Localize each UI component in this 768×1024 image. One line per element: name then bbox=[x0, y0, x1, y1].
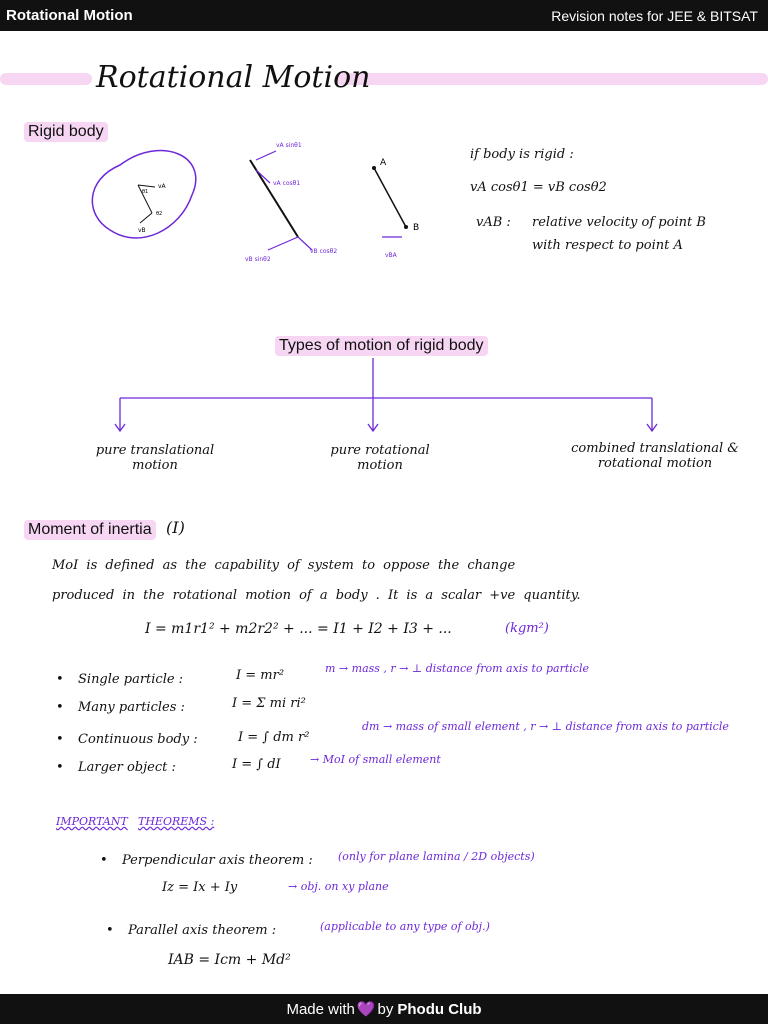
rigid-note-1: if body is rigid : bbox=[470, 147, 574, 162]
bullet-continuous-note: dm → mass of small element , r → ⊥ distance from axis to particle bbox=[362, 720, 729, 733]
blob-vector-c bbox=[140, 213, 152, 223]
type-3 bbox=[560, 441, 750, 471]
rigid-body-heading: Rigid body bbox=[24, 122, 108, 142]
title-band-right bbox=[336, 73, 768, 85]
ab-line bbox=[374, 168, 406, 227]
theorems-heading-b: THEOREMS : bbox=[138, 815, 215, 828]
footer-bar bbox=[0, 994, 768, 1024]
perp-theorem-label: • Perpendicular axis theorem : bbox=[122, 853, 313, 868]
header-bar bbox=[0, 0, 768, 31]
bullet-single-eq: I = mr² bbox=[236, 668, 285, 683]
moi-formula-unit: (kgm²) bbox=[505, 621, 549, 636]
type-2-line2: motion bbox=[357, 458, 403, 473]
perp-theorem-eq: Iz = Ix + Iy bbox=[162, 880, 238, 895]
type-2 bbox=[315, 443, 445, 473]
rigid-note-3-symbol: vAB : bbox=[476, 215, 511, 230]
point-a-label: A bbox=[380, 158, 387, 168]
vb-sin-label: vB sinθ2 bbox=[245, 256, 271, 263]
rigid-note-2: vA cosθ1 = vB cosθ2 bbox=[470, 180, 607, 195]
bullet-larger-eq: I = ∫ dI bbox=[232, 757, 281, 772]
footer-prefix: Made with bbox=[286, 1000, 355, 1018]
rigid-note-3: relative velocity of point B bbox=[532, 215, 706, 230]
heart-icon: 💜 bbox=[356, 1001, 376, 1018]
va-sin-label: vA sinθ1 bbox=[276, 142, 302, 149]
moi-heading: Moment of inertia bbox=[24, 520, 156, 540]
parallel-theorem-note: (applicable to any type of obj.) bbox=[320, 920, 490, 933]
blob-va-label: vA bbox=[158, 183, 166, 190]
moi-definition-line1: MoI is defined as the capability of system to oppose the change bbox=[52, 558, 516, 573]
parallel-theorem-eq: IAB = Icm + Md² bbox=[168, 952, 291, 968]
type-2-line1: pure rotational bbox=[330, 443, 430, 458]
vb-sin-arrow bbox=[268, 237, 298, 250]
va-sin-arrow bbox=[256, 151, 276, 160]
footer-brand: Phodu Club bbox=[397, 1000, 482, 1018]
bullet-larger-label: • Larger object : bbox=[78, 760, 176, 775]
bullet-single-label: • Single particle : bbox=[78, 672, 183, 687]
point-b-dot bbox=[404, 225, 408, 229]
perp-theorem-note: (only for plane lamina / 2D objects) bbox=[338, 850, 535, 863]
bullet-continuous-eq: I = ∫ dm r² bbox=[238, 730, 310, 745]
bullet-single-note: m → mass , r → ⊥ distance from axis to particle bbox=[325, 662, 589, 675]
blob-vector-a bbox=[138, 185, 155, 187]
types-tree bbox=[110, 358, 670, 438]
bullet-many-label: • Many particles : bbox=[78, 700, 185, 715]
types-heading: Types of motion of rigid body bbox=[275, 336, 488, 356]
header-subtitle: Revision notes for JEE & BITSAT bbox=[551, 7, 758, 24]
vba-label: vBA bbox=[385, 252, 397, 259]
type-3-line1: combined translational & bbox=[571, 441, 739, 456]
bullet-larger-note: → MoI of small element bbox=[310, 753, 441, 766]
type-3-line2: rotational motion bbox=[597, 456, 713, 471]
parallel-theorem-label: • Parallel axis theorem : bbox=[128, 923, 276, 938]
point-a-dot bbox=[372, 166, 376, 170]
moi-formula: I = m1r1² + m2r2² + ... = I1 + I2 + I3 + ... bbox=[145, 621, 452, 637]
blob-theta2-label: θ2 bbox=[156, 211, 163, 217]
type-1-line1: pure translational bbox=[95, 443, 215, 458]
type-1-line2: motion bbox=[132, 458, 178, 473]
vb-cos-label: vB cosθ2 bbox=[310, 248, 338, 255]
title-band-left bbox=[0, 73, 92, 85]
header-title: Rotational Motion bbox=[6, 7, 133, 24]
perp-theorem-eq-note: → obj. on xy plane bbox=[288, 880, 389, 893]
blob-vb-label: vB bbox=[138, 227, 146, 234]
moi-symbol: (I) bbox=[166, 518, 185, 537]
page-title: Rotational Motion bbox=[96, 60, 371, 95]
bullet-continuous-label: • Continuous body : bbox=[78, 732, 198, 747]
footer-by: by bbox=[377, 1000, 394, 1018]
bullet-many-eq: I = Σ mi ri² bbox=[232, 696, 306, 711]
blob-theta1-label: θ1 bbox=[142, 189, 149, 195]
point-b-label: B bbox=[413, 223, 420, 233]
va-cos-label: vA cosθ1 bbox=[273, 180, 301, 187]
moi-definition-line2: produced in the rotational motion of a body . It is a scalar +ve quantity. bbox=[52, 588, 581, 603]
rigid-body-diagram bbox=[80, 135, 440, 270]
type-1 bbox=[90, 443, 220, 473]
theorems-heading-a: IMPORTANT bbox=[56, 815, 128, 828]
rigid-note-4: with respect to point A bbox=[532, 238, 683, 253]
